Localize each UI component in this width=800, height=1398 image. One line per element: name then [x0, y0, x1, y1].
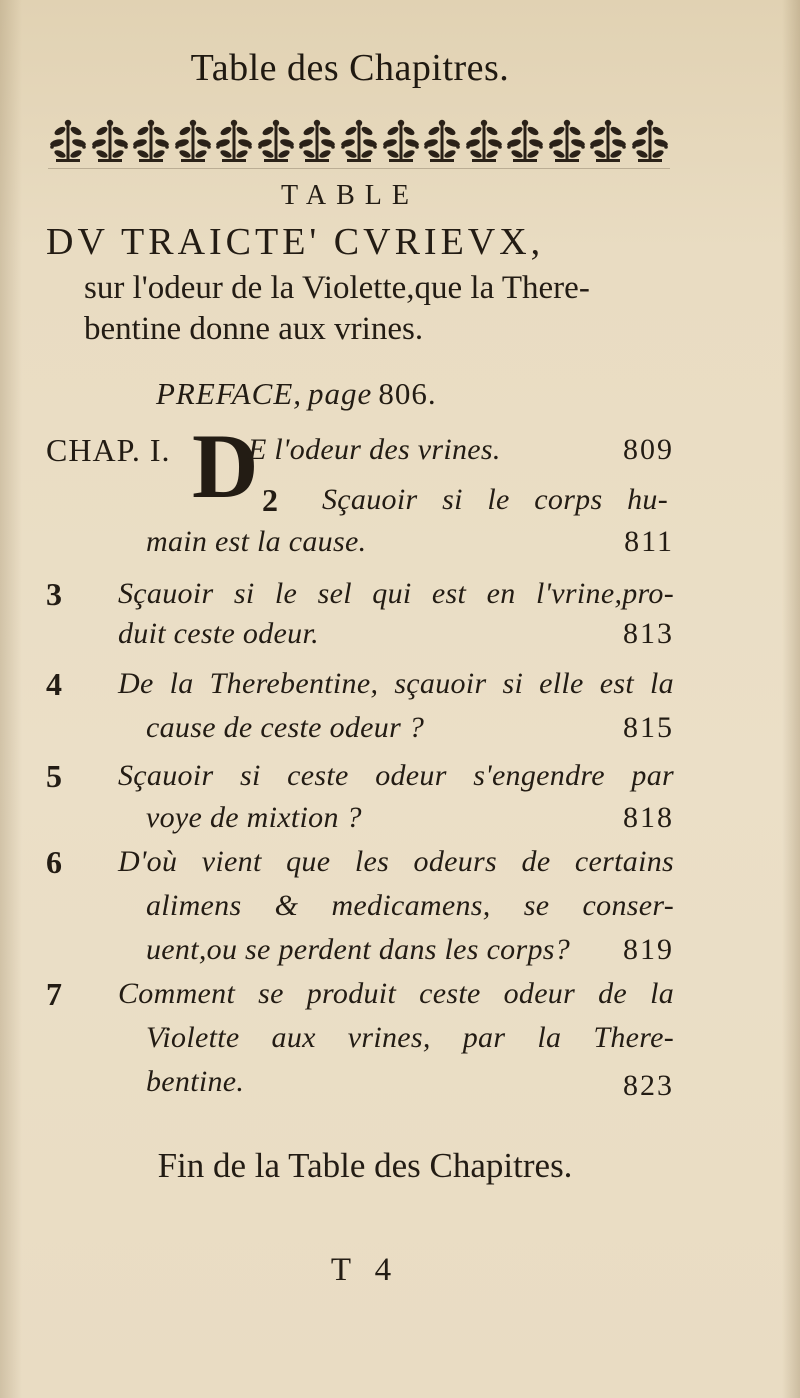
- chapter-title-line: bentine.: [146, 1065, 245, 1098]
- chapter-title-line: voye de mixtion ?: [146, 801, 362, 834]
- chapter-page-number: 819: [623, 933, 674, 966]
- chapter-title-line: Sçauoir si ceste odeur s'engendre par: [118, 759, 674, 792]
- title-table: TABLE: [281, 180, 419, 211]
- fleuron-icon: [505, 117, 545, 167]
- chapter-page-number: 811: [624, 525, 674, 558]
- chapter-title-line: E l'odeur des vrines.: [248, 433, 501, 466]
- fleuron-icon: [339, 117, 379, 167]
- chapter-number: 7: [46, 976, 62, 1012]
- chapter-number: 6: [46, 844, 62, 880]
- chapter-number: 2: [262, 482, 278, 518]
- chapter-number: 5: [46, 758, 62, 794]
- fleuron-icon: [256, 117, 296, 167]
- chapter-number: 4: [46, 666, 62, 702]
- chapter-page-number: 818: [623, 801, 674, 834]
- subtitle-line: sur l'odeur de la Violette,que la There-: [84, 270, 590, 306]
- signature-mark: T 4: [330, 1252, 400, 1288]
- title-main: DV TRAICTE' CVRIEVX,: [46, 221, 545, 263]
- chapter-title-line: Sçauoir si le sel qui est en l'vrine,pro-: [118, 577, 674, 610]
- chapter-title-line: duit ceste odeur.: [118, 617, 319, 650]
- fleuron-icon: [464, 117, 504, 167]
- fleuron-icon: [214, 117, 254, 167]
- chapter-number: 3: [46, 576, 62, 612]
- chapter-title-line: Comment se produit ceste odeur de la: [118, 977, 674, 1010]
- fleuron-icon: [173, 117, 213, 167]
- preface-label: PREFACE,: [156, 376, 303, 411]
- fleuron-icon: [297, 117, 337, 167]
- chapter-title-line: main est la cause.: [146, 525, 367, 558]
- chapter-title-line: Violette aux vrines, par la There-: [146, 1021, 674, 1054]
- fleuron-icon: [422, 117, 462, 167]
- subtitle-line: bentine donne aux vrines.: [84, 311, 424, 347]
- chapter-page-number: 809: [623, 433, 674, 466]
- fleuron-icon: [588, 117, 628, 167]
- subtitle: [84, 268, 684, 350]
- fleuron-icon: [90, 117, 130, 167]
- chapter-page-number: 815: [623, 711, 674, 744]
- closing-line: Fin de la Table des Chapitres.: [157, 1146, 573, 1185]
- chapter-title-line: alimens & medicamens, se conser-: [146, 889, 674, 922]
- chapter-title-line: Sçauoir si le corps hu-: [322, 483, 668, 516]
- chapter-page-number: 813: [623, 617, 674, 650]
- chapter-title-line: uent,ou se perdent dans les corps?: [146, 933, 571, 966]
- fleuron-icon: [547, 117, 587, 167]
- chapter-label: CHAP. I.: [46, 432, 171, 468]
- fleuron-icon: [630, 117, 670, 167]
- running-head: Table des Chapitres.: [190, 47, 510, 89]
- ornament-band: [48, 116, 670, 169]
- table-of-contents: [0, 415, 800, 1110]
- fleuron-icon: [131, 117, 171, 167]
- chapter-page-number: 823: [623, 1069, 674, 1102]
- preface-entry: [156, 376, 437, 412]
- fleuron-icon: [381, 117, 421, 167]
- chapter-title-line: De la Therebentine, sçauoir si elle est la: [118, 667, 674, 700]
- fleuron-icon: [48, 117, 88, 167]
- preface-page-label: page: [308, 376, 373, 411]
- preface-page-number: 806.: [378, 376, 437, 411]
- chapter-title-line: cause de ceste odeur ?: [146, 711, 425, 744]
- chapter-title-line: D'où vient que les odeurs de certains: [118, 845, 674, 878]
- drop-cap: D: [192, 415, 259, 517]
